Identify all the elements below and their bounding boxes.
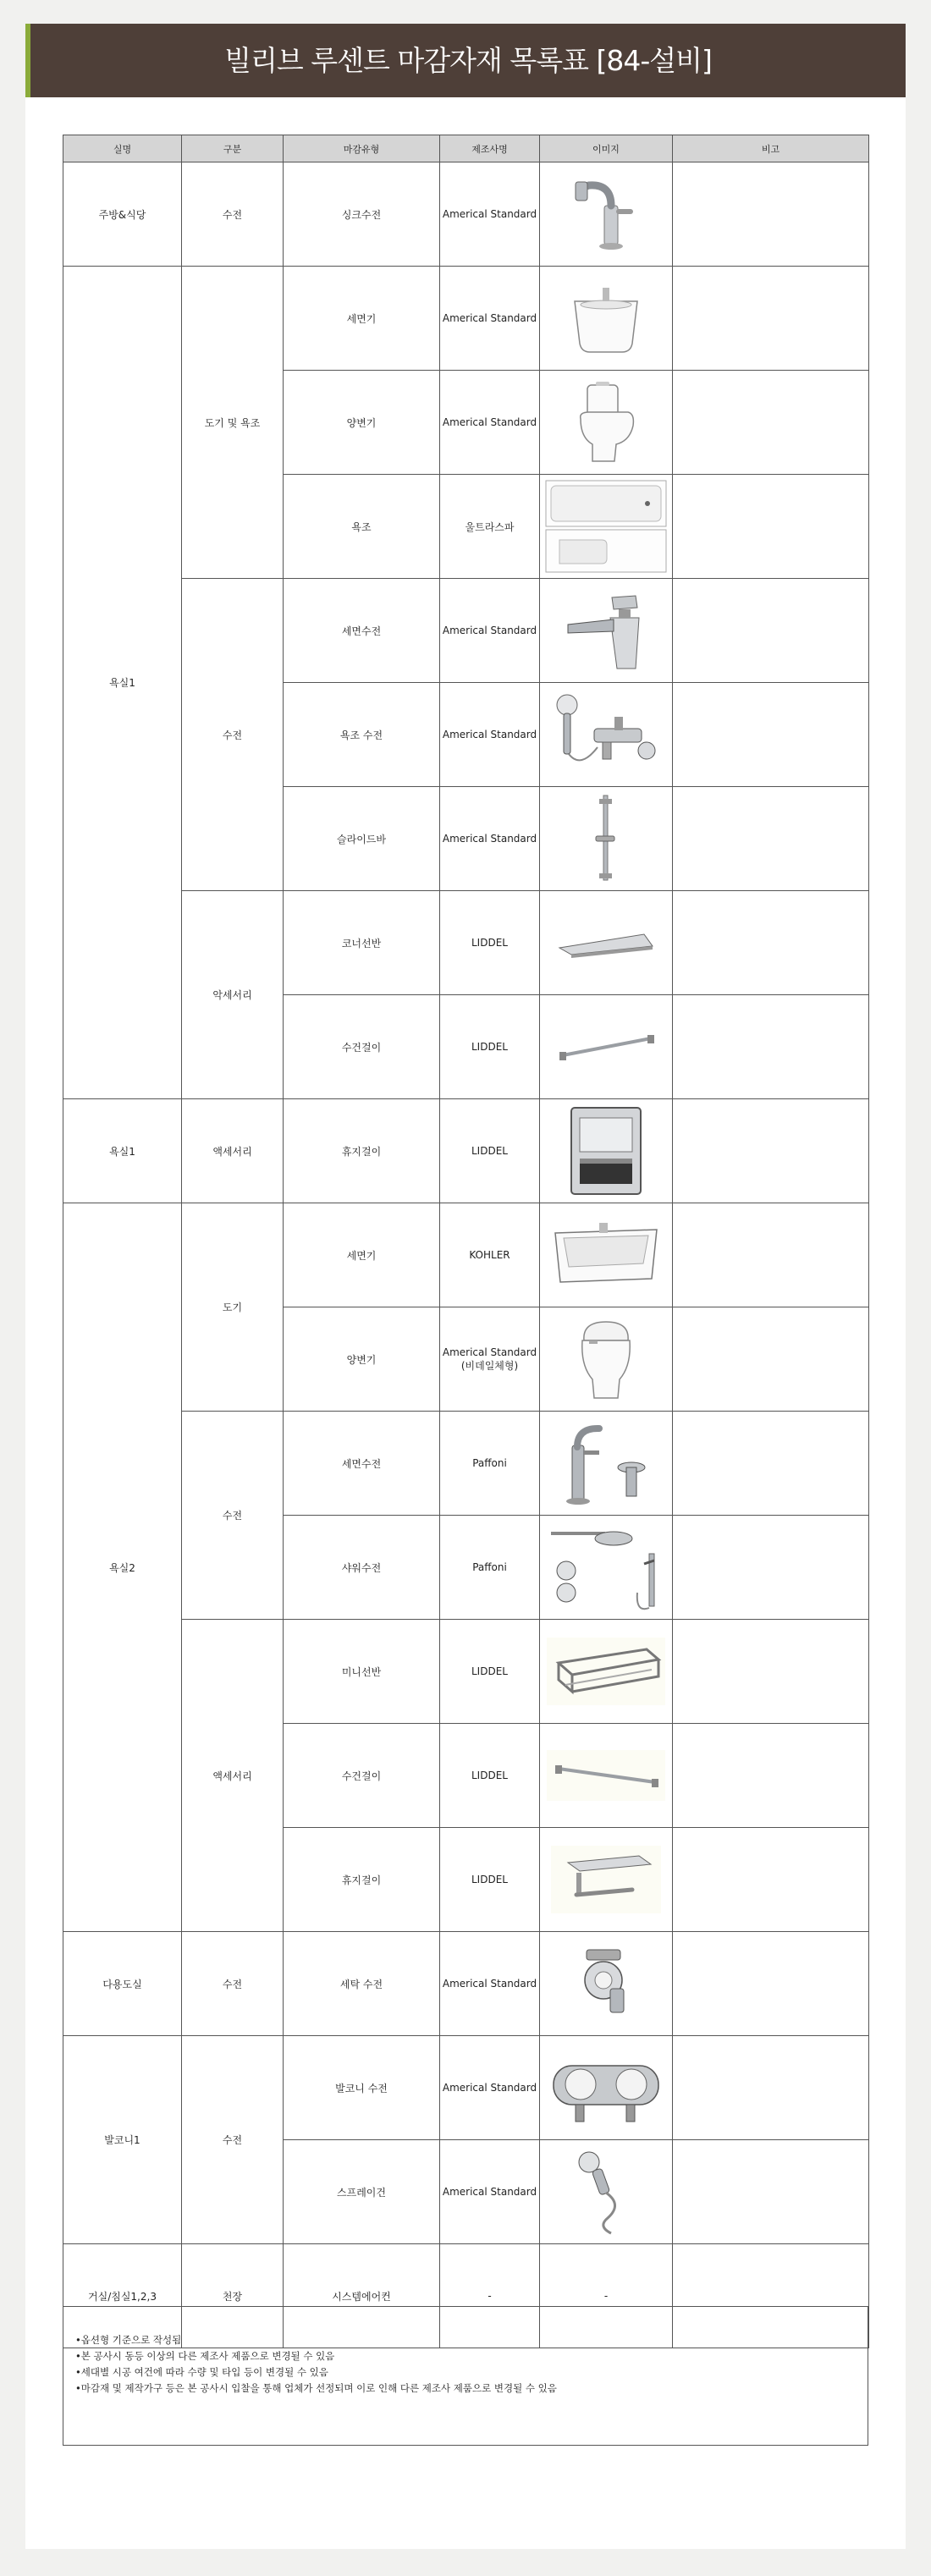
image-cell [540,2140,673,2244]
item-cell: 미니선반 [284,1620,440,1724]
column-header-note: 비고 [673,135,869,162]
corner-shelf-icon [551,917,661,968]
item-cell: 휴지걸이 [284,1099,440,1203]
image-cell [540,891,673,995]
room-cell: 거실/침실1,2,3 [63,2244,182,2348]
balcony-faucet-icon [547,2045,665,2130]
note-cell [673,1099,869,1203]
maker-cell: LIDDEL [440,1724,540,1828]
spray-gun-icon [564,2145,648,2238]
category-cell: 수전 [182,579,284,891]
column-header-image: 이미지 [540,135,673,162]
image-cell [540,1724,673,1828]
item-cell: 시스템에어컨 [284,2244,440,2348]
toilet-icon [564,378,648,466]
category-cell: 도기 [182,1203,284,1412]
item-cell: 코너선반 [284,891,440,995]
washbasin-icon [559,276,653,361]
image-cell [540,267,673,371]
item-cell: 휴지걸이 [284,1828,440,1932]
item-cell: 세탁 수전 [284,1932,440,2036]
item-cell: 발코니 수전 [284,2036,440,2140]
image-cell [540,2036,673,2140]
table-row [63,891,869,995]
room-cell: 주방&식당 [63,162,182,267]
image-cell [540,475,673,579]
category-cell: 도기 및 욕조 [182,267,284,579]
item-cell: 슬라이드바 [284,787,440,891]
image-cell [540,1828,673,1932]
note-cell [673,1724,869,1828]
room-cell: 욕실2 [63,1203,182,1932]
item-cell: 세면수전 [284,579,440,683]
note-cell [673,371,869,475]
room-cell: 다용도실 [63,1932,182,2036]
item-cell: 수건걸이 [284,995,440,1099]
maker-cell: LIDDEL [440,1620,540,1724]
image-cell [540,1516,673,1620]
category-cell: 수전 [182,1932,284,2036]
note-cell [673,1828,869,1932]
page-title: 빌리브 루센트 마감자재 목록표 [84-설비] [224,44,712,77]
note-cell [673,475,869,579]
maker-cell: Americal Standard [440,371,540,475]
maker-cell: Americal Standard [440,1932,540,2036]
item-cell: 세면기 [284,267,440,371]
towel-bar-icon [551,1021,661,1072]
room-cell: 욕실1 [63,1099,182,1203]
table-row [63,1203,869,1307]
maker-cell: Americal Standard [440,2140,540,2244]
image-cell [540,1307,673,1412]
maker-cell: Paffoni [440,1516,540,1620]
item-cell: 욕조 수전 [284,683,440,787]
column-header-finish-type: 마감유형 [284,135,440,162]
image-cell [540,162,673,267]
title-banner [25,24,906,97]
column-header-category: 구분 [182,135,284,162]
image-cell [540,683,673,787]
note-cell [673,579,869,683]
maker-cell: Americal Standard [440,267,540,371]
document-page [25,24,906,2549]
maker-cell: Paffoni [440,1412,540,1516]
maker-cell: LIDDEL [440,1828,540,1932]
sink-faucet-icon [564,172,648,256]
item-cell: 샤워수전 [284,1516,440,1620]
image-cell [540,787,673,891]
bathtub-icon [543,477,669,575]
finish-materials-table [63,135,869,2348]
slide-bar-icon [581,792,631,885]
item-cell: 양변기 [284,371,440,475]
table-row [63,162,869,267]
maker-cell: Americal Standard [440,579,540,683]
table-row [63,579,869,683]
laundry-faucet-icon [568,1941,644,2026]
image-cell [540,371,673,475]
note-cell [673,891,869,995]
item-cell: 스프레이건 [284,2140,440,2244]
maker-cell: LIDDEL [440,1099,540,1203]
table-row [63,1932,869,2036]
note-cell [673,1932,869,2036]
maker-cell: Americal Standard [440,162,540,267]
item-cell: 욕조 [284,475,440,579]
note-cell [673,1412,869,1516]
column-header-room: 실명 [63,135,182,162]
category-cell: 액세서리 [182,1099,284,1203]
item-cell: 수건걸이 [284,1724,440,1828]
note-cell [673,2140,869,2244]
maker-cell: Americal Standard (비데일체형) [440,1307,540,1412]
image-cell: - [540,2244,673,2348]
category-cell: 천장 [182,2244,284,2348]
image-cell [540,1620,673,1724]
item-cell: 세면기 [284,1203,440,1307]
category-cell: 수전 [182,2036,284,2244]
note-cell [673,162,869,267]
note-cell [673,1203,869,1307]
maker-cell: LIDDEL [440,995,540,1099]
category-cell: 수전 [182,1412,284,1620]
note-cell [673,995,869,1099]
note-cell [673,2036,869,2140]
towel-bar-icon [547,1750,665,1801]
washbasin-icon [547,1213,665,1297]
paper-holder-recessed-icon [568,1104,644,1197]
basin-faucet-icon [551,584,661,677]
table-row [63,2036,869,2140]
note-line: •세대별 시공 여건에 따라 수량 및 타입 등이 변경될 수 있음 [75,2366,328,2378]
category-cell: 수전 [182,162,284,267]
note-line: •마감재 및 제작가구 등은 본 공사시 입찰을 통해 업체가 선정되며 이로 인해 다른 제조사 제품으로 변경될 수 있음 [75,2382,557,2394]
table-row [63,1099,869,1203]
maker-cell: Americal Standard [440,2036,540,2140]
note-line: •옵션형 기준으로 작성됨 [75,2334,182,2346]
basin-faucet-icon [547,1417,665,1510]
mini-shelf-icon [547,1638,665,1705]
note-cell [673,1307,869,1412]
bath-faucet-icon [547,688,665,781]
image-cell [540,995,673,1099]
image-cell [540,1203,673,1307]
note-cell [673,1516,869,1620]
image-cell [540,1932,673,2036]
shower-set-icon [543,1520,669,1615]
table-header-row [63,135,869,162]
image-cell [540,1412,673,1516]
category-cell: 액세서리 [182,1620,284,1932]
maker-cell: 울트라스파 [440,475,540,579]
note-cell [673,787,869,891]
item-cell: 양변기 [284,1307,440,1412]
category-cell: 악세서리 [182,891,284,1099]
table-row [63,1412,869,1516]
table-row [63,267,869,371]
notes-box [63,2306,868,2446]
paper-holder-icon [551,1846,661,1913]
maker-cell: Americal Standard [440,787,540,891]
table-row [63,1620,869,1724]
maker-cell: KOHLER [440,1203,540,1307]
note-cell [673,1620,869,1724]
image-cell [540,579,673,683]
room-cell: 발코니1 [63,2036,182,2244]
note-cell [673,683,869,787]
item-cell: 싱크수전 [284,162,440,267]
maker-cell: Americal Standard [440,683,540,787]
maker-cell: - [440,2244,540,2348]
note-line: •본 공사시 동등 이상의 다른 제조사 제품으로 변경될 수 있음 [75,2350,335,2362]
note-cell [673,267,869,371]
image-cell [540,1099,673,1203]
maker-cell: LIDDEL [440,891,540,995]
item-cell: 세면수전 [284,1412,440,1516]
bidet-toilet-icon [564,1315,648,1403]
column-header-manufacturer: 제조사명 [440,135,540,162]
room-cell: 욕실1 [63,267,182,1099]
